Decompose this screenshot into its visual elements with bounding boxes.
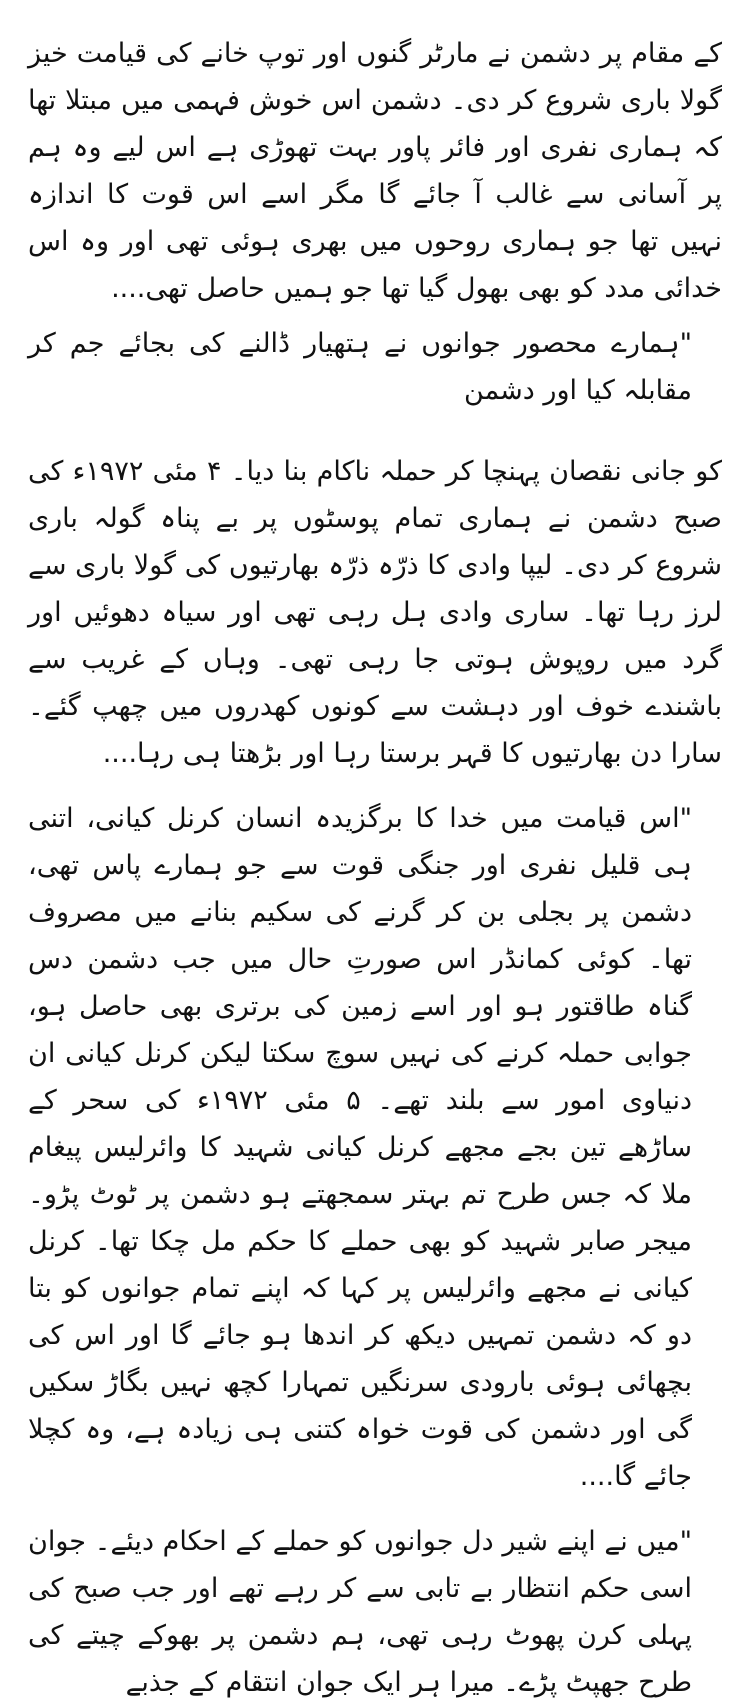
paragraph-1: کے مقام پر دشمن نے مارٹر گنوں اور توپ خانے کی قیامت خیز گولا باری شروع کر دی۔ دشمن اس خوش فہمی میں مبتلا تھا کہ ہماری نفری اور فائر پاور بہت تھوڑی ہے اس لیے وہ ہم پر آسانی سے غالب آ جائے گا مگر اسے اس قوت کا اندازہ نہیں تھا جو ہماری روحوں میں بھری ہوئی تھی اور وہ اس خدائی مدد کو بھی بھول گیا تھا جو ہمیں حاصل تھی.... — [28, 38, 722, 304]
paragraph-2: "ہمارے محصور جوانوں نے ہتھیار ڈالنے کی بجائے جم کر مقابلہ کیا اور دشمن — [28, 328, 692, 406]
paragraph-3: کو جانی نقصان پہنچا کر حملہ ناکام بنا دیا۔ ۴ مئی ۱۹۷۲ء کی صبح دشمن نے ہماری تمام پوسٹوں پر بے پناہ گولہ باری شروع کر دی۔ لیپا وادی کا ذرّہ ذرّہ بھارتیوں کی گولا باری سے لرز رہا تھا۔ ساری وادی ہل رہی تھی اور سیاہ دھوئیں اور گرد میں روپوش ہوتی جا رہی تھی۔ وہاں کے غریب سے باشندے خوف اور دہشت سے کونوں کھدروں میں چھپ گئے۔ سارا دن بھارتیوں کا قہر برستا رہا اور بڑھتا ہی رہا.... — [28, 456, 723, 769]
paragraph-5: "میں نے اپنے شیر دل جوانوں کو حملے کے احکام دیئے۔ جوان اسی حکم انتظار بے تابی سے کر رہے تھے اور جب صبح کی پہلی کرن پھوٹ رہی تھی، ہم دشمن پر بھوکے چیتے کی طرح جھپٹ پڑے۔ میرا ہر ایک جوان انتقام کے جذبے — [28, 1526, 692, 1698]
paragraph-gap — [28, 414, 722, 448]
paragraph-gap — [28, 1500, 722, 1518]
paragraph-gap — [28, 777, 722, 795]
paragraph-4: "اس قیامت میں خدا کا برگزیدہ انسان کرنل کیانی، اتنی ہی قلیل نفری اور جنگی قوت سے جو ہمارے پاس تھی، دشمن پر بجلی بن کر گرنے کی سکیم بنانے میں مصروف تھا۔ کوئی کمانڈر اس صورتِ حال میں جب دشمن دس گناہ طاقتور ہو اور اسے زمین کی برتری بھی حاصل ہو، جوابی حملہ کرنے کی نہیں سوچ سکتا لیکن کرنل کیانی ان دنیاوی امور سے بلند تھے۔ ۵ مئی ۱۹۷۲ء کی سحر کے ساڑھے تین بجے مجھے کرنل کیانی شہید کا وائرلیس پیغام ملا کہ جس طرح تم بہتر سمجھتے ہو دشمن پر ٹوٹ پڑو۔ میجر صابر شہید کو بھی حملے کا حکم مل چکا تھا۔ کرنل کیانی نے مجھے وائرلیس پر کہا کہ اپنے تمام جوانوں کو بتا دو کہ دشمن تمہیں دیکھ کر اندھا ہو جائے گا اور اس کی بچھائی ہوئی بارودی سرنگیں تمہارا کچھ نہیں بگاڑ سکیں گی اور دشمن کی قوت خواہ کتنی ہی زیادہ ہے، وہ کچلا جائے گا.... — [28, 803, 693, 1492]
paragraph-gap — [28, 312, 722, 320]
